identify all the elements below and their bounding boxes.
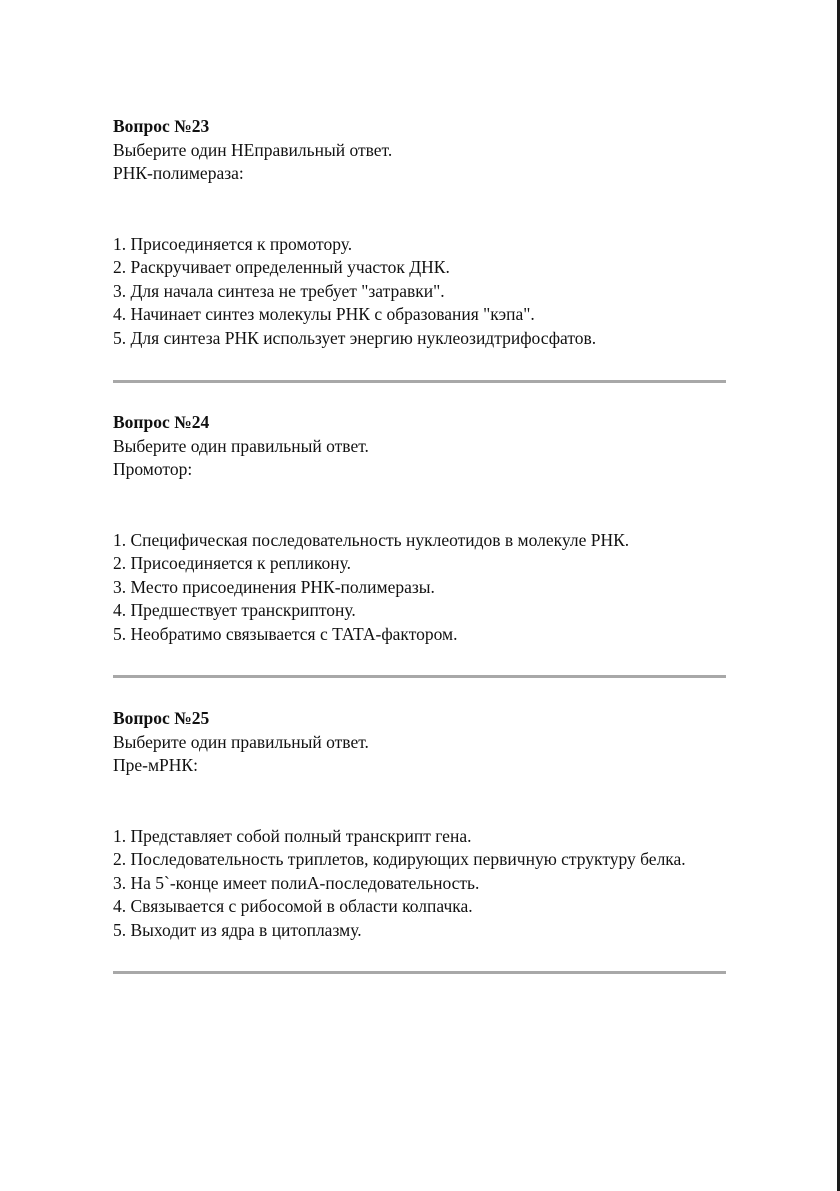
question-subject: РНК-полимераза: [113, 163, 244, 183]
question-instruction: Выберите один правильный ответ. [113, 731, 369, 752]
answer-option: 2. Раскручивает определенный участок ДНК. [113, 257, 450, 277]
answer-option: 4. Начинает синтез молекулы РНК с образования "кэпа". [113, 304, 535, 324]
answer-option: 3. Для начала синтеза не требует "затравки". [113, 280, 445, 301]
answer-option: 4. Связывается с рибосомой в области колпачка. [113, 896, 473, 916]
answer-option: 2. Присоединяется к репликону. [113, 553, 351, 573]
answer-option: 1. Представляет собой полный транскрипт гена. [113, 825, 472, 846]
question-title: Вопрос №23 [113, 116, 210, 136]
question-subject: Пре-мРНК: [113, 755, 198, 775]
question-instruction: Выберите один правильный ответ. [113, 435, 369, 456]
document-content [113, 115, 726, 974]
answer-option: 5. Выходит из ядра в цитоплазму. [113, 919, 362, 940]
question-divider [113, 380, 726, 383]
question-divider [113, 971, 726, 974]
question-instruction: Выберите один НЕправильный ответ. [113, 139, 393, 160]
answer-options [113, 233, 726, 351]
answer-option: 1. Присоединяется к промотору. [113, 233, 353, 254]
question-divider [113, 675, 726, 678]
answer-options [113, 529, 726, 647]
question-subject: Промотор: [113, 459, 193, 479]
question-title: Вопрос №24 [113, 412, 210, 432]
answer-options [113, 825, 726, 943]
answer-option: 1. Специфическая последовательность нуклеотидов в молекуле РНК. [113, 529, 630, 550]
question-24 [113, 411, 726, 678]
answer-option: 5. Необратимо связывается с ТАТА-фактором. [113, 623, 458, 644]
answer-option: 5. Для синтеза РНК использует энергию нуклеозидтрифосфатов. [113, 327, 597, 348]
answer-option: 4. Предшествует транскриптону. [113, 600, 356, 620]
question-23 [113, 115, 726, 383]
question-title: Вопрос №25 [113, 708, 210, 728]
question-25 [113, 707, 726, 974]
answer-option: 3. Место присоединения РНК-полимеразы. [113, 576, 435, 597]
answer-option: 2. Последовательность триплетов, кодирующих первичную структуру белка. [113, 849, 686, 869]
answer-option: 3. На 5`-конце имеет полиА-последовательность. [113, 872, 480, 893]
